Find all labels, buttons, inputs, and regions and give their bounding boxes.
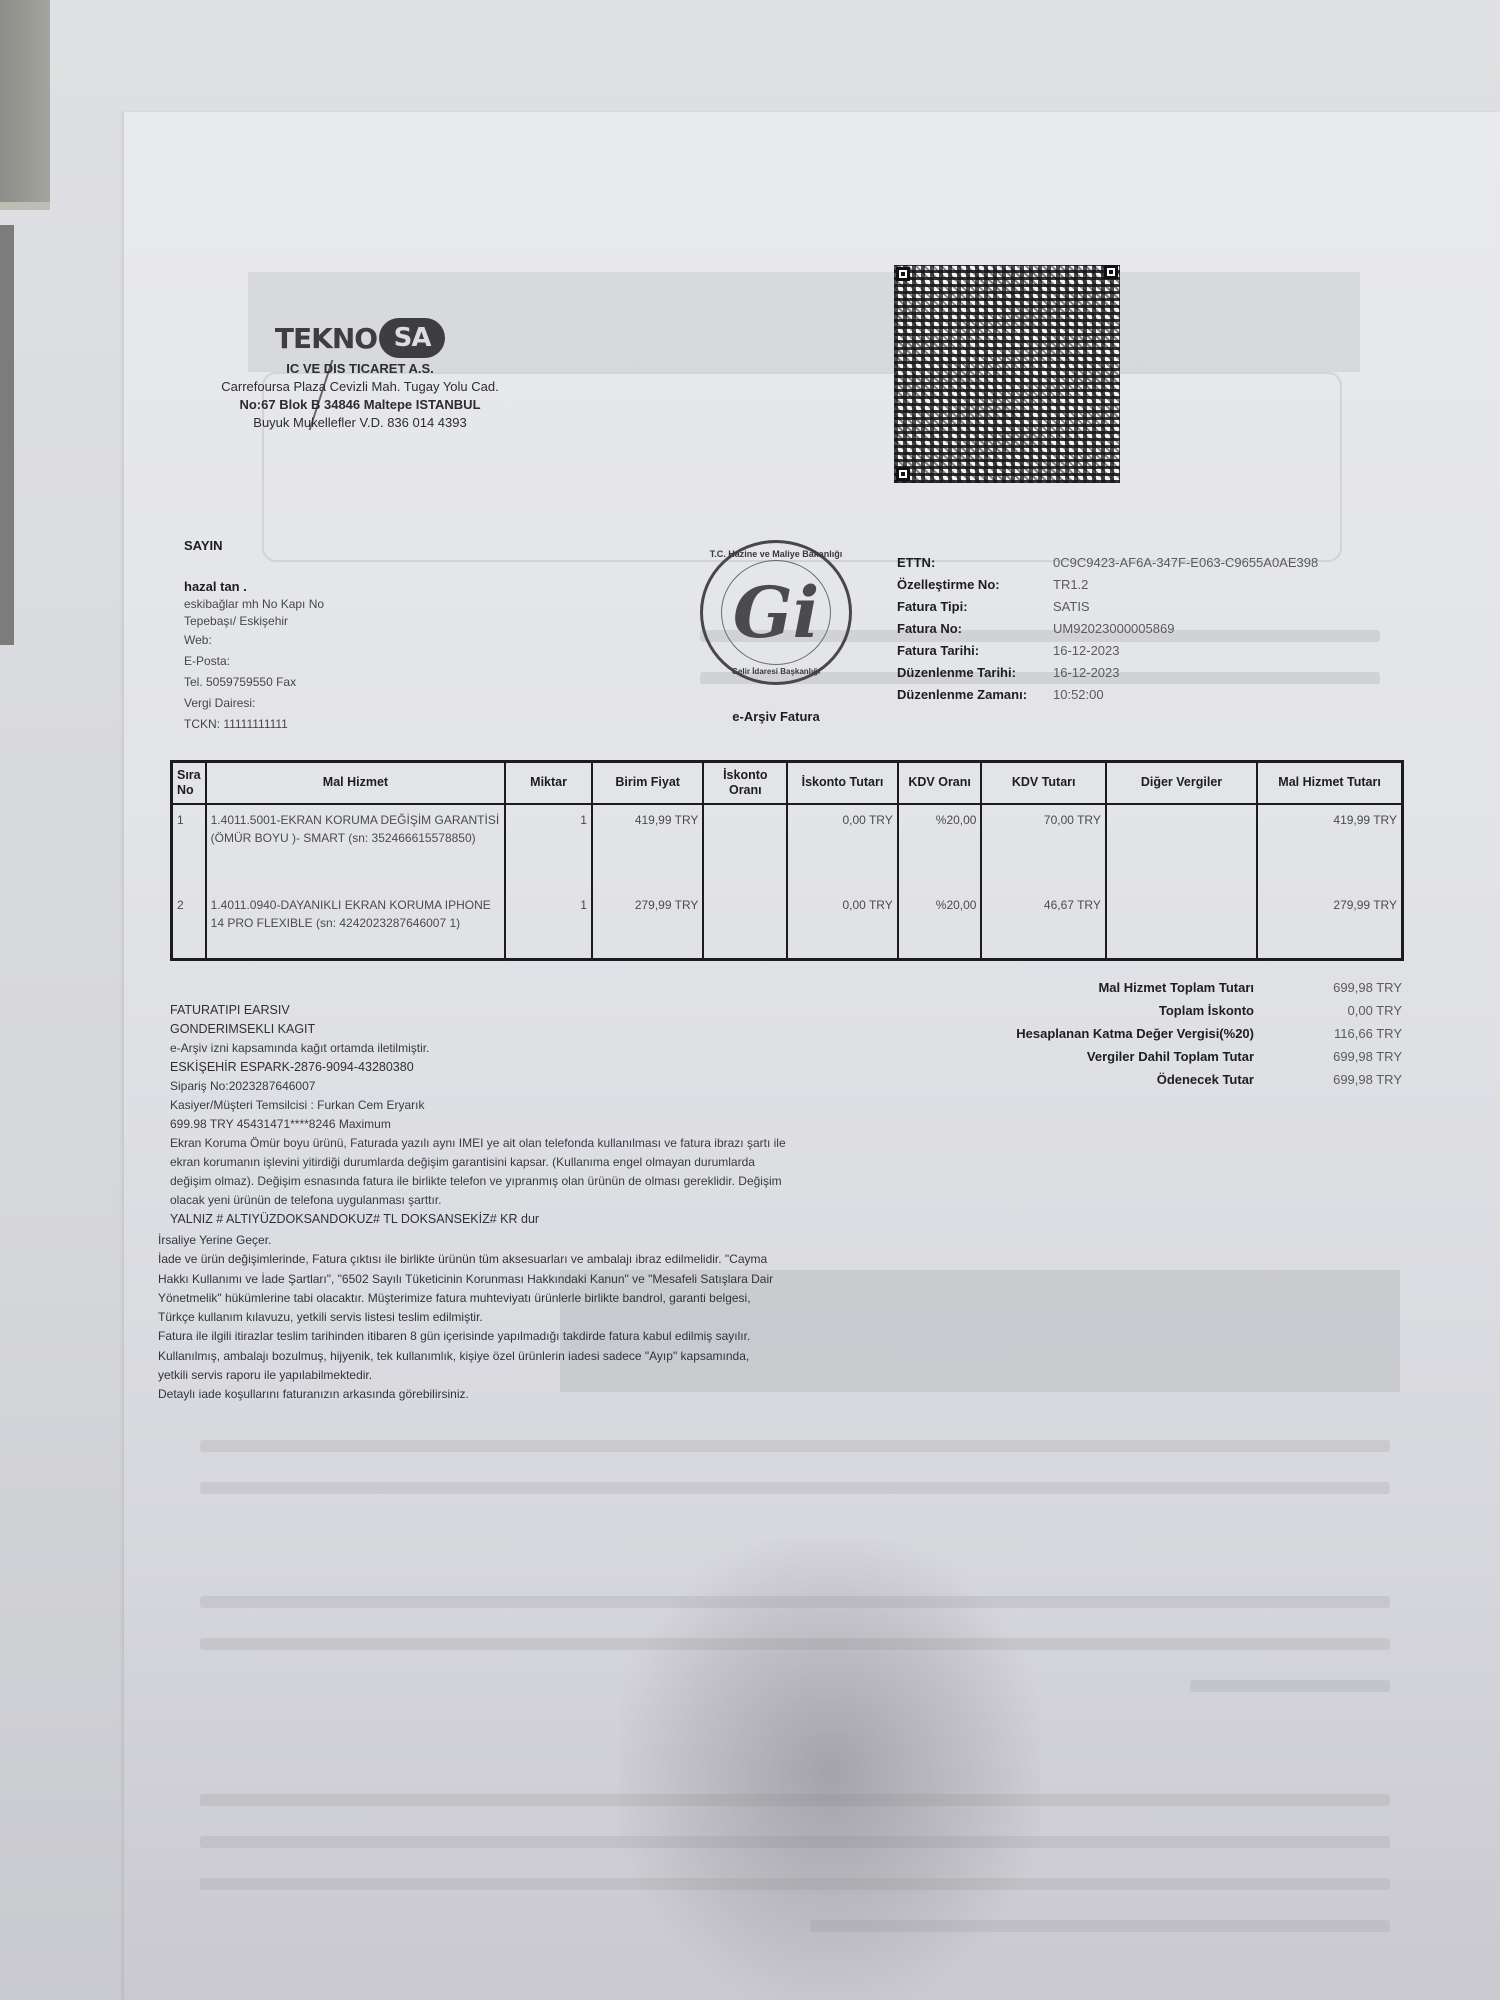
teknosa-logo [275,318,445,358]
note-line: değişim olmaz). Değişim esnasında fatura ile birlikte telefon ve yıpranmış olan ürünün de olması gereklidir. Değişim [170,1174,782,1188]
cell-line-total: 419,99 TRY [1257,804,1402,884]
cell-quantity: 1 [505,804,592,884]
invoice-notes [170,1001,910,1229]
cell-item: 1.4011.0940-DAYANIKLI EKRAN KORUMA IPHONE 14 PRO FLEXIBLE (sn: 4242023287646007 1) [206,884,506,960]
seal-glyph: Gi [721,560,831,665]
total-label: Toplam İskonto [1158,1003,1254,1018]
col-header-other-taxes: Diğer Vergiler [1106,762,1257,804]
cell-discount-amount: 0,00 TRY [787,884,898,960]
meta-label: Fatura Tarihi: [897,642,980,658]
invoice-meta [897,551,1367,705]
cell-unit-price: 279,99 TRY [592,884,704,960]
meta-label: Düzenlenme Zamanı: [897,686,1028,702]
qr-finder-icon [896,267,910,281]
invoice-terms [158,1231,918,1405]
col-header-discount-rate: İskonto Oranı [703,762,787,804]
meta-value: 16-12-2023 [1053,664,1120,680]
cell-item: 1.4011.5001-EKRAN KORUMA DEĞİŞİM GARANTİSİ (ÖMÜR BOYU )- SMART (sn: 352466615578850) [206,804,506,884]
cell-discount-amount: 0,00 TRY [787,804,898,884]
meta-value: 10:52:00 [1053,686,1104,702]
col-header-vat-amount: KDV Tutarı [981,762,1105,804]
cell-discount-rate [703,804,787,884]
seal-text-bottom: Gelir İdaresi Başkanlığı [731,667,821,676]
terms-line: Türkçe kullanım kılavuzu, yetkili servis listesi teslim edilmiştir. [158,1310,483,1325]
buyer-block [184,538,514,735]
col-header-quantity: Miktar [505,762,592,804]
invoice-items-table [170,760,1404,961]
total-label: Hesaplanan Katma Değer Vergisi(%20) [1016,1026,1254,1041]
meta-row-issue-time [897,683,1367,705]
device-edge [0,0,50,210]
note-line: olacak yeni ürünün de telefona uygulanması şarttır. [170,1193,442,1207]
buyer-web: Web: [184,633,212,647]
note-line: ekran korumanın işlevini yitirdiği durumlarda değişim garantisini kapsar. (Kullanıma engel olmayan durumlarda [170,1155,755,1169]
seller-company: IC VE DIS TICARET A.S. [286,361,434,376]
total-row-discount [990,999,1402,1022]
col-header-item: Mal Hizmet [206,762,506,804]
note-line: 699.98 TRY 45431471****8246 Maximum [170,1117,391,1131]
total-label: Mal Hizmet Toplam Tutarı [1098,980,1254,995]
logo-badge: SA [379,318,445,358]
col-header-vat-rate: KDV Oranı [898,762,982,804]
cell-unit-price: 419,99 TRY [592,804,704,884]
total-row-vat [990,1022,1402,1045]
qr-finder-icon [896,467,910,481]
earsiv-caption: e-Arşiv Fatura [732,709,820,724]
meta-row-customization-no [897,573,1367,595]
total-row-payable [990,1068,1402,1091]
cell-discount-rate [703,884,787,960]
note-line: Sipariş No:2023287646007 [170,1079,316,1093]
meta-value: UM92023000005869 [1053,620,1175,636]
meta-value: SATIS [1053,598,1090,614]
meta-value: 16-12-2023 [1053,642,1120,658]
meta-label: ETTN: [897,554,936,570]
cell-line-total: 279,99 TRY [1257,884,1402,960]
terms-line: Kullanılmış, ambalajı bozulmuş, hijyenik, tek kullanımlık, kişiye özel ürünlerin iadesi sadece "Ayıp" kapsamında, [158,1348,750,1363]
totals-block [990,976,1402,1091]
cell-other-taxes [1106,884,1257,960]
meta-label: Düzenlenme Tarihi: [897,664,1016,680]
cell-vat-rate: %20,00 [898,884,982,960]
table-header-row [172,762,1403,804]
total-value: 699,98 TRY [1333,1072,1402,1087]
total-value: 699,98 TRY [1333,980,1402,995]
col-header-unit-price: Birim Fiyat [592,762,704,804]
buyer-phone: Tel. 5059759550 Fax [184,675,297,689]
col-header-line-total: Mal Hizmet Tutarı [1257,762,1402,804]
meta-row-invoice-date [897,639,1367,661]
qr-finder-icon [1104,265,1118,279]
terms-line: İade ve ürün değişimlerinde, Fatura çıktısı ile birlikte ürünün tüm aksesuarları ve ambalajı ibraz edilmelidir. "Cayma [158,1252,768,1267]
hand-shadow [620,1540,1040,2000]
cell-vat-amount: 70,00 TRY [981,804,1105,884]
cell-quantity: 1 [505,884,592,960]
total-label: Vergiler Dahil Toplam Tutar [1086,1049,1254,1064]
note-line: e-Arşiv izni kapsamında kağıt ortamda iletilmiştir. [170,1041,430,1055]
seller-address-1: Carrefoursa Plaza Cevizli Mah. Tugay Yolu Cad. [221,379,499,394]
meta-row-invoice-type [897,595,1367,617]
note-line-amount-in-words: YALNIZ # ALTIYÜZDOKSANDOKUZ# TL DOKSANSEKİZ# KR dur [170,1212,540,1226]
buyer-name: hazal tan . [184,579,247,594]
note-line: ESKİŞEHİR ESPARK-2876-9094-43280380 [170,1060,414,1074]
cell-vat-rate: %20,00 [898,804,982,884]
gib-seal-icon [700,540,852,685]
note-line: Kasiyer/Müşteri Temsilcisi : Furkan Cem Eryarık [170,1098,425,1112]
device-edge-lower [0,225,14,645]
total-value: 699,98 TRY [1333,1049,1402,1064]
cell-other-taxes [1106,804,1257,884]
col-header-discount-amount: İskonto Tutarı [787,762,898,804]
note-line: Ekran Koruma Ömür boyu ürünü, Faturada yazılı aynı IMEI ye ait olan telefonda kullanılması ve fatura ibrazı şartı ile [170,1136,786,1150]
terms-line: İrsaliye Yerine Geçer. [158,1233,272,1247]
table-row [172,804,1403,884]
total-value: 116,66 TRY [1334,1026,1402,1041]
buyer-email: E-Posta: [184,654,231,668]
total-row-subtotal [990,976,1402,999]
buyer-address-2: Tepebaşı/ Eskişehir [184,614,289,628]
col-header-line-no: Sıra No [172,762,206,804]
cell-line-no: 2 [172,884,206,960]
meta-label: Özelleştirme No: [897,576,1000,592]
seller-address-2: No:67 Blok B 34846 Maltepe ISTANBUL [239,397,481,412]
qr-code [894,265,1120,483]
meta-label: Fatura No: [897,620,962,636]
note-line: FATURATIPI EARSIV [170,1003,290,1017]
buyer-address-1: eskibağlar mh No Kapı No [184,597,325,611]
meta-label: Fatura Tipi: [897,598,968,614]
meta-value: TR1.2 [1053,576,1089,592]
terms-line: Hakkı Kullanımı ve İade Şartları", "6502 Sayılı Tüketicinin Korunması Hakkındaki Kanun" ve "Mesafeli Satışlara Dair [158,1271,774,1286]
total-value: 0,00 TRY [1347,1003,1402,1018]
terms-line: yetkili servis raporu ile yapılabilmektedir. [158,1368,373,1383]
meta-value: 0C9C9423-AF6A-347F-E063-C9655A0AE398 [1053,554,1319,570]
terms-line: Fatura ile ilgili itirazlar teslim tarihinden itibaren 8 gün içerisinde yapılmadığı takdirde fatura kabul edilmiş sayılır. [158,1329,751,1344]
cell-vat-amount: 46,67 TRY [981,884,1105,960]
meta-row-ettn [897,551,1367,573]
note-line: GONDERIMSEKLI KAGIT [170,1022,316,1036]
terms-line: Detaylı iade koşullarını faturanızın arkasında görebilirsiniz. [158,1387,469,1402]
meta-row-issue-date [897,661,1367,683]
buyer-tckn: TCKN: 11111111111 [184,717,288,731]
total-row-with-taxes [990,1045,1402,1068]
meta-row-invoice-no [897,617,1367,639]
buyer-greeting: SAYIN [184,538,223,553]
logo-text: TEKNO [274,321,378,355]
seal-text-top: T.C. Hazine ve Maliye Bakanlığı [709,549,843,559]
terms-line: Yönetmelik" hükümlerine tabi olacaktır. Müşterimize fatura muhteviyatı ürünlerle birlikte bandrol, garanti belgesi, [158,1290,751,1305]
total-label: Ödenecek Tutar [1156,1072,1254,1087]
cell-line-no: 1 [172,804,206,884]
seller-tax-line: Buyuk Mukellefler V.D. 836 014 4393 [253,415,467,430]
buyer-tax-office: Vergi Dairesi: [184,696,256,710]
table-row [172,884,1403,960]
